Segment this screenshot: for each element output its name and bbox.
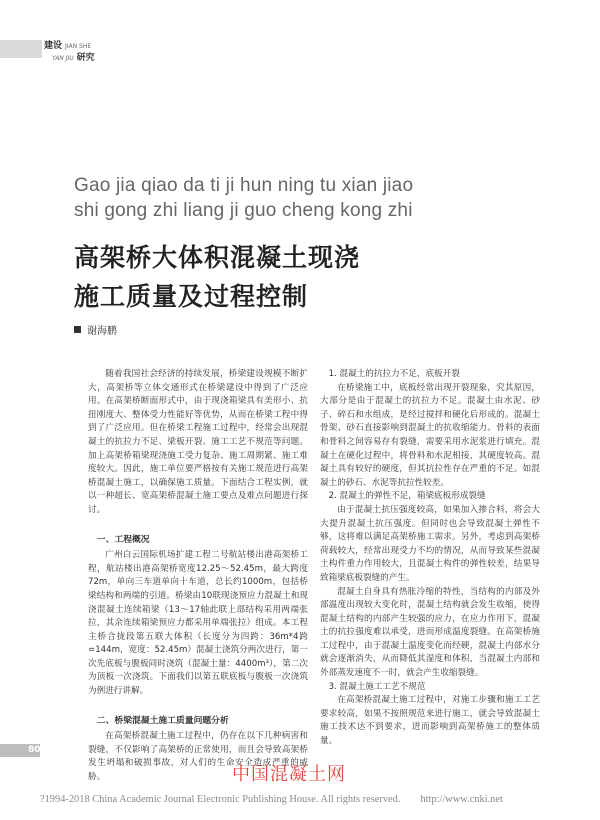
section-2-paragraph: 在高架桥混凝土施工过程中，仍存在以下几种病害和裂缝，不仅影响了高架桥的正常使用，而且会导致高架桥发生坍塌和破损事故，对人们的生命安全造成严重的威胁。 (88, 731, 308, 783)
journal-header (0, 28, 130, 72)
item-3-paragraph: 在高架桥混凝土施工过程中，对施工步骤和施工工艺要求较高，如果不按照规范来进行施工，就会导致混凝土施工技术达不到要求，进而影响到高架桥施工的整体质量。 (320, 695, 540, 747)
site-watermark: 中国混凝土网 (232, 764, 346, 785)
page-number: 80 (28, 745, 41, 755)
pinyin-subtitle (74, 173, 534, 223)
pinyin-line-2: shi gong zhi liang ji guo cheng kong zhi (74, 200, 413, 221)
author-name: 谢海鹏 (87, 326, 117, 337)
item-2-paragraph-1: 由于混凝土抗压强度较高，如果加入掺合料，将会大大提升混凝土抗压强度。但同时也会导致混凝土弹性不够，这将难以满足高架桥施工需求。另外，考虑到高架桥荷载较大，经常出现受力不均的情况，从而导致某些混凝土构件重力作用较大，且混凝土构件的弹性较差，结果导致箱梁底板裂缝的产生。 (320, 504, 540, 583)
article-title (74, 238, 544, 316)
intro-paragraph: 随着我国社会经济的持续发展，桥梁建设规模不断扩大，高架桥等立体交通形式在桥梁建设中得到了广泛应用。在高架桥断面形式中，由于现浇箱梁具有美形小、抗扭刚度大、整体受力性能好等优势，从而在桥梁工程中得到了广泛应用。但在桥梁工程施工过程中，经常会出现混凝土的抗拉力不足、梁板开裂、施工工艺不规范等问题。加上高架桥箱梁现浇施工受力复杂、施工周期紧、施工难度较大。因此，施工单位要严格按有关施工规范进行高架桥混凝土施工，以确保施工质量。下面结合工程实例，就以一种超长、宽高架桥混凝土施工要点及难点问题进行探讨。 (88, 369, 308, 515)
left-column (88, 368, 308, 785)
author-marker-icon (74, 326, 81, 333)
item-1-heading: 1. 混凝土的抗拉力不足，底板开裂 (328, 369, 460, 379)
copyright-line (40, 794, 580, 805)
copyright-text: ?1994-2018 China Academic Journal Electronic Publishing House. All rights reserved. (40, 794, 401, 805)
section-2-heading: 二、桥梁混凝土施工质量问题分析 (96, 715, 229, 726)
item-3-heading: 3. 混凝土施工工艺不规范 (328, 681, 426, 692)
item-2-paragraph-2: 混凝土自身具有热胀冷缩的特性，当结构的内部及外部温度出现较大变化时，混凝土结构就会发生收缩，使得混凝土结构的内部产生较强的应力，在应力作用下，混凝土的抗拉强度难以承受，进而形成温度裂缝。在高架桥施工过程中，由于混凝土温度变化而经硬，混凝土内部水分就会逐渐消失，从而降低其湿度和体积，当混凝土内部和外部蒸发速度不一时，就会产生收缩裂缝。 (320, 586, 540, 679)
title-line-2: 施工质量及过程控制 (74, 282, 309, 311)
right-column (320, 368, 540, 749)
section-1-paragraph: 广州白云国际机场扩建工程二号航站楼出港高架桥工程，航站楼出港高架桥宽度12.25～52.45m，最大跨度72m，单向三车道单向十车道，总长约1000m，包括桥梁结构和两端的引道。桥梁由10联现浇预应力混凝土和现浇混凝土连续箱梁（13～17轴此联上部结构采用两端张拉，其余连续箱梁预应力都采用单端张拉）组成。本工程主桥合拢段第五联大体积（长度分为四跨：36m*4跨=144m，宽度：52.45m）混凝土浇筑分两次进行，第一次先底板与腹板同时浇筑（混凝土量：4400m³），第二次为顶板一次浇筑。下面我们以第五联底板与腹板一次浇筑为例进行讲解。 (88, 550, 308, 697)
pinyin-line-1: Gao jia qiao da ti ji hun ning tu xian jiao (74, 175, 414, 196)
author-line (74, 322, 117, 337)
item-2-heading: 2. 混凝土的弹性不足，箱梁底板形成裂缝 (328, 491, 486, 502)
section-name: YAN JIU 研究 (52, 53, 95, 63)
section-1-heading: 一、工程概况 (96, 534, 150, 545)
header-stripe (0, 40, 42, 58)
title-line-1: 高架桥大体积混凝土现浇 (74, 243, 361, 272)
cnki-link[interactable]: http://www.cnki.net (420, 794, 503, 805)
item-1-paragraph: 在桥梁施工中，底板经常出现开裂现象，究其原因，大部分是由于混凝土的抗拉力不足。混凝土由水泥、砂子、碎石和水组成，是经过搅拌和硬化后形成的。混凝土骨架、砂石直接影响到混凝土的抗收缩能力。骨料的表面和骨料之间容易存有裂缝，需要采用水泥浆进行填充。混凝土在硬化过程中，将骨料和水泥相接，其硬度较高。混凝土具有较好的硬度，但其抗拉性存在严重的不足。如混凝土的砂石、水泥等抗拉性较差。 (320, 382, 540, 488)
journal-name: 建设 JIAN SHE (44, 41, 92, 51)
